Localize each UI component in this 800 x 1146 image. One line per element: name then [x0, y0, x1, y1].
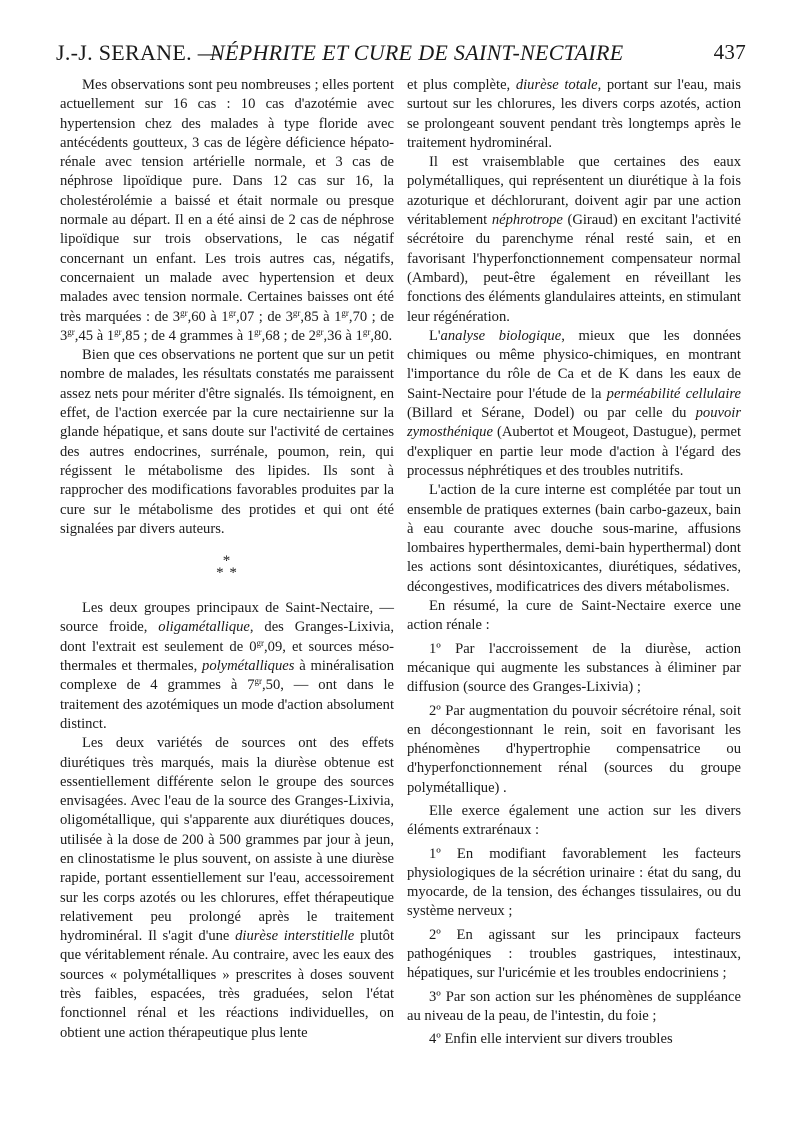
right-paragraph-2: Il est vraisemblable que certaines des eaux polymétalliques, qui représentent un diurétique à la fois azoturique et déchlorurant, doivent agir par une action véritablement néphrotrope (Giraud) en excitant l'activité sécrétoire du parenchyme rénal resté sain, et en favorisant l'hyperfonctionnement compensateur normal (Ambard), peut-être également en réveillant les fonctions des éléments glandulaires atteints, en stimulant leur régénération. [407, 154, 741, 325]
header-title: NÉPHRITE ET CURE DE SAINT-NECTAIRE [210, 40, 624, 65]
section-asterism: * * * [216, 553, 238, 582]
left-paragraph-3: Les deux groupes principaux de Saint-Nectaire, —source froide, oligamétallique, des Granges-Lixivia, dont l'extrait est seulement de $0^{gr},09$, et sources méso-thermales et thermales, polymétalliques à minéralisation complexe de 4 grammes à $7^{gr},50$, — ont dans le traitement des azotémiques un mode d'action absolument distinct. [60, 600, 395, 732]
right-list-item-2: 2º Par augmentation du pouvoir sécrétoire rénal, soit en décongestionnant le rein, soit en favorisant les phénomènes d'hypertrophie compensatrice ou d'hyperfonctionnement rénal (sources du groupe polymétallique) . [407, 702, 741, 796]
right-column [407, 76, 741, 1050]
left-column [60, 76, 394, 1043]
right-paragraph-4: L'action de la cure interne est complétée par tout un ensemble de pratiques externes (bain carbo-gazeux, bain à eau courante avec douche sous-marine, affusions lombaires hyperthermales, demi-bain hyperthermal) dont les actions sont désintoxicantes, diurétiques, sédatives, décongestives, modificatrices des divers métabolismes. [407, 482, 741, 595]
header-author: J.-J. SERANE. — [56, 40, 221, 65]
running-header [56, 40, 746, 70]
right-paragraph-1: et plus complète, diurèse totale, portant sur l'eau, mais surtout sur les chlorures, les divers corps azotés, action se prolongeant souvent pendant très longtemps après le traitement hydrominéral. [407, 77, 741, 151]
left-paragraph-1: Mes observations sont peu nombreuses ; elles portent actuellement sur 16 cas : 10 cas d'azotémie avec hypertension chez des malades à type floride avec antécédents goutteux, 3 cas de légère déficience hépato-rénale avec tension artérielle normale, et 3 cas de néphrose lipoïdique pure. Dans 12 cas sur 16, la cholestérolémie a baissé et était normale ou presque normale au départ. Il en a été ainsi de 2 cas de néphrose lipoïdique sur trois observations, le cas négatif concernant un enfant. Les trois autres cas, négatifs, concernaient un malade avec hypertension et deux malades avec tension normale. Certaines baisses ont été très marquées : de $3^{gr},60$ à $1^{gr},07$ ; de $3^{gr},85$ à $1^{gr},70$ ; de $3^{gr},45$ à $1^{gr},85$ ; de 4 grammes à $1^{gr},68$ ; de $2^{gr},36$ à $1^{gr},80$. [60, 77, 394, 344]
right-paragraph-3: L'analyse biologique, mieux que les données chimiques ou même physico-chimiques, en montrant l'importance du rôle de Ca et de K dans les eaux de Saint-Nectaire pour l'étude de la perméabilité cellulaire (Billard et Sérane, Dodel) ou par celle du pouvoir zymosthénique (Aubertot et Mougeot, Dastugue), permet d'expliquer en partie leur mode d'action à l'égard des processus néphrétiques et des troubles nutritifs. [407, 327, 742, 479]
page-number: 437 [713, 40, 746, 64]
left-paragraph-2: Bien que ces observations ne portent que sur un petit nombre de malades, les résultats constatés me paraissent assez nets pour mériter d'être signalés. Ils témoignent, en effet, de l'action exercée par la cure nectairienne sur la glande hépatique, et sans doute sur l'activité de certaines des autres endocrines, surrénale, poumon, rein, qui régissent le métabolisme des lipides. Ils sont à rapprocher des modifications favorables produites par la cure sur le métabolisme des protides et qui ont été signalées par divers auteurs. [60, 347, 394, 537]
right-paragraph-8: Elle exerce également une action sur les divers éléments extrarénaux : [407, 802, 741, 839]
right-paragraph-5: En résumé, la cure de Saint-Nectaire exerce une action rénale : [407, 598, 741, 634]
left-paragraph-4: Les deux variétés de sources ont des effets diurétiques très marqués, mais la diurèse obtenue est essentiellement différente selon le groupe des sources envisagées. Avec l'eau de la source des Granges-Lixivia, oligométallique, qui s'apparente aux diurétiques douces, utilisée à la dose de 200 à 500 grammes par jour à jeun, en clinostatisme le plus souvent, on assiste à une diurèse rapide, portant essentiellement sur l'eau, accessoirement sur les corps azotés ou les chlorures, effet thérapeutique relativement peu prolongé après le traitement hydrominéral. Il s'agit d'une diurèse interstitielle plutôt que véritablement rénale. Au contraire, avec les eaux des sources « polymétalliques » prescrites à doses souvent très faibles, espacées, très graduées, selon l'état fonctionnel rénal et les réactions individuelles, on obtient une action thérapeutique plus lente [60, 735, 394, 1041]
right-list-item-6: 4º Enfin elle intervient sur divers troubles [429, 1031, 673, 1048]
right-list-item-4: 2º En agissant sur les principaux facteurs pathogéniques : troubles gastriques, intestinaux, hépatiques, sur l'uricémie et les troubles endocriniens ; [407, 926, 741, 982]
right-list-item-3: 1º En modifiant favorablement les facteurs physiologiques de la sécrétion urinaire : état du sang, du myocarde, de la tension, des échanges tissulaires, ou du système nerveux ; [407, 845, 741, 920]
right-list-item-1: 1º Par l'accroissement de la diurèse, action mécanique qui augmente les substances à éliminer par diffusion (source des Granges-Lixivia) ; [407, 640, 741, 696]
right-list-item-5: 3º Par son action sur les phénomènes de suppléance au niveau de la peau, de l'intestin, du foie ; [407, 988, 741, 1024]
